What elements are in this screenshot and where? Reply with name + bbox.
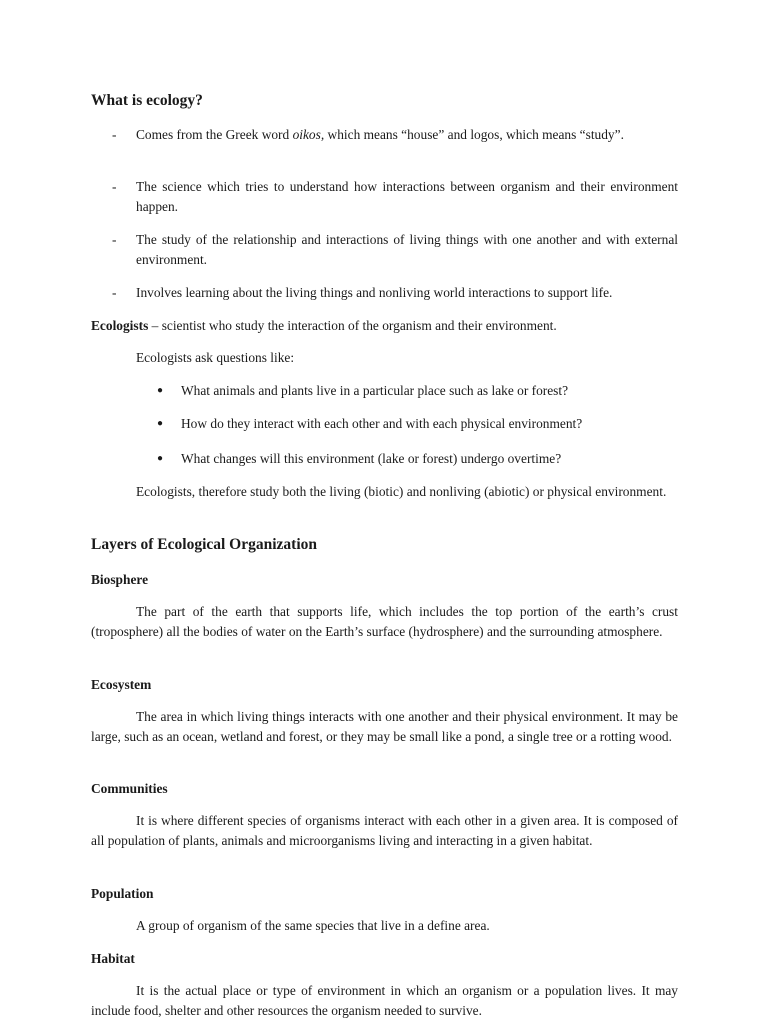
question-item-2: How do they interact with each other and with each physical environment? — [181, 416, 583, 431]
page-title: What is ecology? — [91, 92, 203, 109]
ecologists-definition — [91, 316, 691, 336]
definition-item-1 — [136, 125, 678, 145]
paragraph-population-text: A group of organism of the same species that live in a define area. — [136, 918, 490, 933]
bullet-marker: ● — [157, 453, 164, 464]
ecologists-conclusion: Ecologists, therefore study both the living (biotic) and nonliving (abiotic) or physical environment. — [136, 484, 667, 499]
definition-item-2: The science which tries to understand how interactions between organism and their environment happen. — [136, 179, 678, 214]
paragraph-communities-text: It is where different species of organisms interact with each other in a given area. It is composed of all population of plants, animals and microorganisms living and interacting in a given habitat. — [91, 813, 678, 848]
subheading-ecosystem: Ecosystem — [91, 677, 152, 692]
bullet-marker: ● — [157, 418, 164, 429]
paragraph-habitat — [91, 981, 678, 1021]
ecologists-term: Ecologists — [91, 318, 149, 333]
paragraph-population — [91, 916, 678, 936]
definition-item-3: The study of the relationship and interactions of living things with one another and with external environment. — [136, 232, 678, 267]
definition-item-4: Involves learning about the living things and nonliving world interactions to support life. — [136, 285, 613, 300]
definition-item-1-text-a: Comes from the Greek word — [136, 127, 293, 142]
paragraph-biosphere — [91, 602, 678, 642]
questions-intro: Ecologists ask questions like: — [136, 350, 295, 365]
ecologists-definition-text: – scientist who study the interaction of the organism and their environment. — [148, 318, 557, 333]
dash-marker: - — [112, 285, 117, 300]
paragraph-habitat-text: It is the actual place or type of environment in which an organism or a population lives. It may include food, shelter and other resources the organism needed to survive. — [91, 983, 678, 1018]
definition-item-1-text-b: which means “house” and logos, which means “study”. — [324, 127, 624, 142]
subheading-biosphere: Biosphere — [91, 572, 149, 587]
paragraph-ecosystem — [91, 707, 678, 747]
subheading-habitat: Habitat — [91, 951, 135, 966]
dash-marker: - — [112, 232, 117, 247]
definition-item-1-term: oikos, — [292, 127, 325, 142]
question-item-1: What animals and plants live in a particular place such as lake or forest? — [181, 383, 569, 398]
dash-marker: - — [112, 127, 117, 142]
paragraph-communities — [91, 811, 678, 851]
paragraph-biosphere-text: The part of the earth that supports life, which includes the top portion of the earth’s crust (troposphere) all the bodies of water on the Earth’s surface (hydrosphere) and the surrounding atmosphere. — [91, 604, 678, 639]
subheading-communities: Communities — [91, 781, 168, 796]
dash-marker: - — [112, 179, 117, 194]
section-heading: Layers of Ecological Organization — [91, 536, 318, 553]
paragraph-ecosystem-text: The area in which living things interacts with one another and their physical environment. It may be large, such as an ocean, wetland and forest, or they may be small like a pond, a single tree or a rotting wood. — [91, 709, 678, 744]
question-item-3: What changes will this environment (lake or forest) undergo overtime? — [181, 451, 562, 466]
bullet-marker: ● — [157, 385, 164, 396]
subheading-population: Population — [91, 886, 154, 901]
